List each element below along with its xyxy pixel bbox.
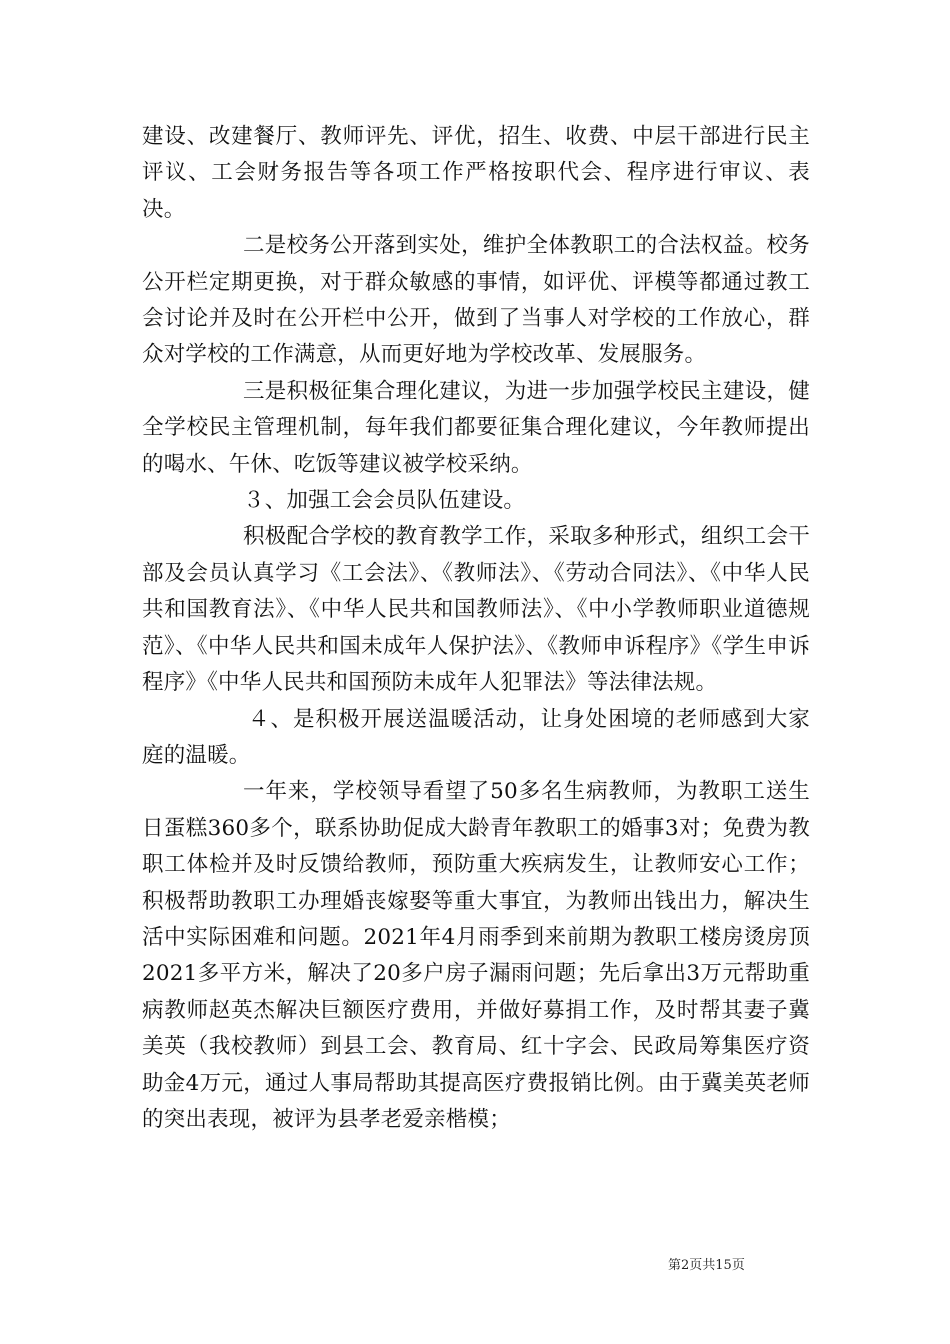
paragraph-suggestions: 三是积极征集合理化建议，为进一步加强学校民主建设，健全学校民主管理机制，每年我们都要征集合理化建议，今年教师提出的喝水、午休、吃饭等建议被学校采纳。 [142, 378, 810, 477]
paragraph-law-study: 积极配合学校的教育教学工作，采取多种形式，组织工会干部及会员认真学习《工会法》、《教师法》、《劳动合同法》、《中华人民共和国教育法》、《中华人民共和国教师法》、《中小学教师职业道德规范》、《中华人民共和国未成年人保护法》、《教师申诉程序》《学生申诉程序》《中华人民共和国预防未成年人犯罪法》等法律法规。 [142, 524, 810, 696]
document-body [142, 119, 810, 1138]
paragraph-continuation: 建设、改建餐厅、教师评先、评优，招生、收费、中层干部进行民主评议、工会财务报告等各项工作严格按职代会、程序进行审议、表决。 [142, 124, 810, 222]
paragraph-warmth-activities: 一年来，学校领导看望了50多名生病教师，为教职工送生日蛋糕360多个，联系协助促成大龄青年教职工的婚事3对；免费为教职工体检并及时反馈给教师，预防重大疾病发生，让教师安心工作；积极帮助教职工办理婚丧嫁娶等重大事宜，为教师出钱出力，解决生活中实际困难和问题。2021年4月雨季到来前期为教职工楼房烫房顶2021多平方米，解决了20多户房子漏雨问题；先后拿出3万元帮助重病教师赵英杰解决巨额医疗费用，并做好募捐工作，及时帮其妻子冀美英（我校教师）到县工会、教育局、红十字会、民政局筹集医疗资助金4万元，通过人事局帮助其提高医疗费报销比例。由于冀美英老师的突出表现，被评为县孝老爱亲楷模； [142, 779, 810, 1132]
paragraph-school-affairs: 二是校务公开落到实处，维护全体教职工的合法权益。校务公开栏定期更换，对于群众敏感的事情，如评优、评模等都通过教工会讨论并及时在公开栏中公开，做到了当事人对学校的工作放心，群众对学校的工作满意，从而更好地为学校改革、发展服务。 [142, 233, 810, 368]
section-heading-3: ３、加强工会会员队伍建设。 [243, 488, 526, 514]
section-heading-4: ４、是积极开展送温暖活动，让身处困境的老师感到大家庭的温暖。 [142, 706, 810, 768]
page-number-footer: 第2页共15页 [668, 1258, 745, 1273]
